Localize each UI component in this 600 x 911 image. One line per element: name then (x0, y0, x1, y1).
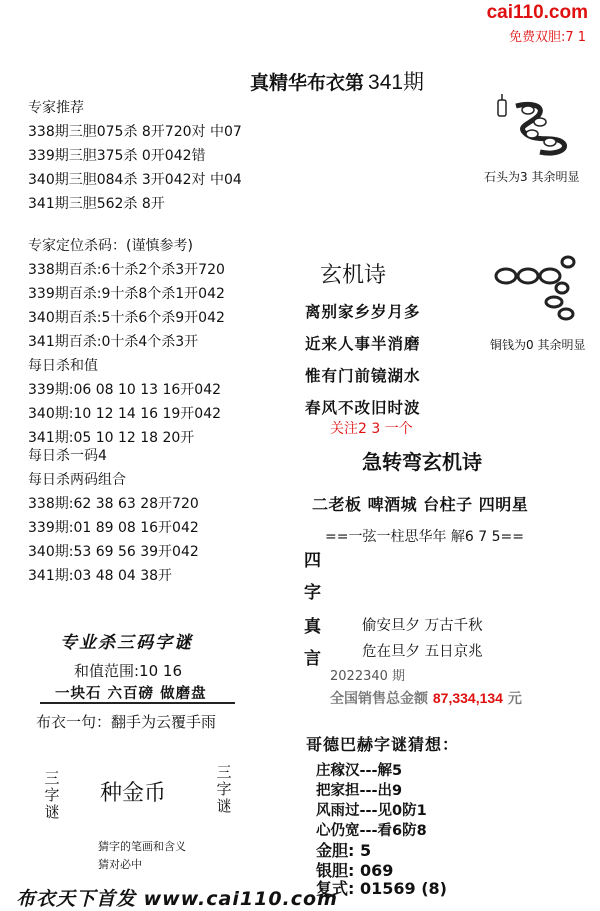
poem-title: 玄机诗 (320, 263, 387, 288)
list-item: 338期三胆075杀 8开720对 中07 (28, 124, 242, 140)
riddle-tip: 猜字的笔画和含义 (98, 840, 186, 853)
sales-unit: 元 (507, 691, 522, 707)
four-chars-vertical: 言 (304, 649, 321, 669)
page-title (250, 66, 424, 96)
poem-line: 离别家乡岁月多 (305, 303, 421, 321)
poem-line: 惟有门前镜湖水 (305, 367, 421, 385)
stone-pictogram (488, 92, 578, 162)
left-vertical-label: 三字谜 (44, 769, 60, 821)
multi-pick: 复式: 01569 (8) (316, 879, 447, 898)
coin-caption: 铜钱为0 其余明显 (490, 338, 586, 352)
list-item: 339期:06 08 10 13 16开042 (28, 382, 222, 398)
four-chars-phrase: 危在旦夕 五日京兆 (362, 644, 483, 660)
free-pair-badge: 免费双胆:7 1 (508, 30, 586, 45)
list-item: 340期三胆084杀 3开042对 中04 (28, 172, 242, 188)
stone-caption: 石头为3 其余明显 (484, 170, 580, 184)
riddle-center: 种金币 (100, 781, 167, 806)
focus-note: 关注2 3 一个 (330, 421, 413, 437)
goldbach-line: 庄稼汉---解5 (316, 763, 403, 779)
list-item: 338期百杀:6十杀2个杀3开720 (28, 262, 225, 278)
sales-total (330, 688, 522, 708)
sharp-turn-title: 急转弯玄机诗 (362, 450, 482, 474)
issue-number: 341期 (368, 71, 425, 94)
kill-hundreds-heading: 专家定位杀码：(谨慎参考) (28, 238, 193, 254)
four-chars-vertical: 字 (304, 583, 321, 603)
stone-riddle: 一块石 六百磅 做磨盘 (55, 686, 207, 702)
buyi-sentence: 布衣一句：翻手为云覆手雨 (36, 713, 217, 731)
four-chars-vertical: 真 (304, 617, 321, 637)
list-item: 340期:53 69 56 39开042 (28, 544, 199, 560)
sales-amount: 87,334,134 (432, 690, 503, 706)
goldbach-heading: 哥德巴赫字谜猜想： (306, 735, 460, 754)
list-item: 340期百杀:5十杀6个杀9开042 (28, 310, 225, 326)
goldbach-line: 心仍宽---看6防8 (316, 823, 427, 839)
kill-one-code: 每日杀一码4 (28, 448, 107, 464)
list-item: 341期三胆562杀 8开 (28, 196, 165, 212)
title-text: 真精华布衣第 (250, 72, 365, 94)
divider (40, 702, 235, 704)
gold-pick: 金胆: 5 (316, 841, 372, 860)
list-item: 341期:03 48 04 38开 (28, 568, 173, 584)
list-item: 339期:01 89 08 16开042 (28, 520, 199, 536)
expert-heading: 专家推荐 (28, 100, 84, 116)
expert-section (28, 96, 242, 588)
sharp-turn-places: 二老板 啤酒城 台柱子 四明星 (312, 495, 529, 514)
footer-text: 布衣天下首发 www.cai110.com (16, 888, 338, 910)
goldbach-line: 风雨过---见0防1 (316, 803, 427, 819)
four-chars-phrase: 偷安旦夕 万古千秋 (362, 618, 483, 634)
list-item: 339期百杀:9十杀8个杀1开042 (28, 286, 225, 302)
silver-pick: 银胆: 069 (316, 861, 394, 880)
coin-pictogram (492, 252, 582, 324)
list-item: 341期:05 10 12 18 20开 (28, 430, 195, 446)
right-vertical-label: 三字谜 (216, 763, 232, 815)
kill-sum-heading: 每日杀和值 (28, 358, 98, 374)
list-item: 340期:10 12 14 16 19开042 (28, 406, 222, 422)
poem-line: 春风不改旧时波 (305, 399, 421, 417)
list-item: 341期百杀:0十杀4个杀3开 (28, 334, 199, 350)
site-domain: cai110.com (486, 2, 588, 23)
list-item: 338期:62 38 63 28开720 (28, 496, 199, 512)
sales-label: 全国销售总金额 (330, 691, 428, 707)
riddle-heading: 专业杀三码字谜 (60, 633, 193, 653)
four-chars-vertical: 四 (304, 551, 321, 571)
riddle-tip: 猜对必中 (98, 858, 142, 871)
kill-pair-heading: 每日杀两码组合 (28, 472, 126, 488)
goldbach-line: 把家担---出9 (316, 783, 403, 799)
sales-date: 2022340 期 (330, 669, 406, 684)
list-item: 339期三胆375杀 0开042错 (28, 148, 206, 164)
poem-line: 近来人事半消磨 (305, 335, 421, 353)
sharp-turn-line: ==一弦一柱思华年 解6 7 5== (325, 529, 524, 545)
sum-range: 和值范围:10 16 (74, 662, 182, 680)
